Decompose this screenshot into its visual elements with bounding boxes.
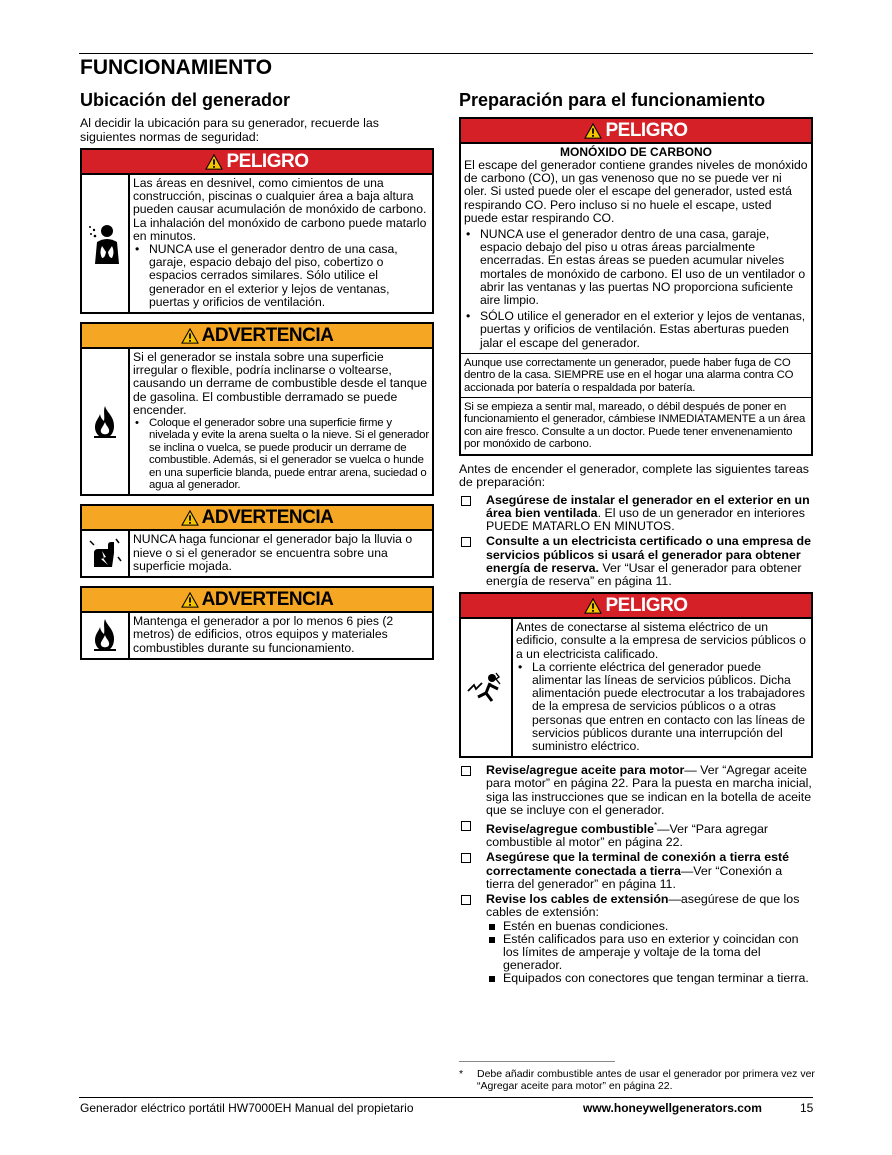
backfeed-bullet: • La corriente eléctrica del generador puede alimentar las líneas de servicios públicos. Dicha alimentación puede electrocutar a los trabajadores de la empresa de servicios públicos o a otras personas que entren en contacto con las líneas de servicios públicos durante una interrupción del suministro eléctrico. <box>516 661 808 753</box>
danger-header <box>461 119 811 144</box>
top-rule <box>79 53 813 54</box>
flame-icon <box>82 613 130 658</box>
warning-triangle-icon <box>181 510 199 526</box>
left-column <box>80 90 434 668</box>
warning-bullet: • Coloque el generador sobre una superficie firme y nivelada y evite la arena suelta o la nieve. Si el generador se inclina o vuelca, se puede producir un derrame de combustible. Además, si el generador se vuelca o hunde en una superficie blanda, puede entrar arena, suciedad o agua al generador. <box>133 417 429 491</box>
danger-label: PELIGRO <box>605 119 688 141</box>
footer-manual-title: Generador eléctrico portátil HW7000EH Manual del propietario <box>80 1101 414 1115</box>
footnote <box>459 1068 815 1092</box>
checkbox-icon <box>461 766 471 776</box>
page-title: FUNCIONAMIENTO <box>80 56 273 79</box>
prep-intro: Antes de encender el generador, complete las siguientes tareas de preparación: <box>459 461 809 490</box>
right-column <box>459 90 813 988</box>
checklist-item: Asegúrese que la terminal de conexión a tierra esté correctamente conectada a tierra—Ver “Conexión a tierra del generador” en página 11. <box>459 851 813 891</box>
danger-box-co <box>80 148 434 314</box>
co-bullet: • SÓLO utilice el generador en el exterior y lejos de ventanas, puertas y orificios de ventilación. Estas aberturas pueden jalar el escape del generador. <box>464 310 808 350</box>
co-bullet: • NUNCA use el generador dentro de una casa, garaje, espacio debajo del piso u otras áreas parcialmente encerradas. En estas áreas se pueden acumular niveles mortales de monóxido de carbono. El uso de un ventilador o abrir las ventanas y las puertas NO proporciona suficiente aire limpio. <box>464 228 808 307</box>
divider <box>461 397 811 398</box>
footnote-mark: * <box>459 1068 464 1080</box>
checklist-item: Consulte a un electricista certificado o una empresa de servicios públicos si usará el generador para obtener energía de reserva. Ver “Usar el generador para obtener energía de reserva” en página 11. <box>459 535 813 588</box>
warning-label: ADVERTENCIA <box>201 506 334 528</box>
flame-icon <box>82 349 130 494</box>
footnote-text: Debe añadir combustible antes de usar el generador por primera vez ver “Agregar aceite para motor” en página 22. <box>477 1068 815 1092</box>
warning-label: ADVERTENCIA <box>201 324 334 346</box>
danger-text: Las áreas en desnivel, como cimientos de una construcción, piscinas o cualquier área a baja altura pueden causar acumulación de monóxido de carbono. La inhalación del monóxido de carbono puede matarlo en minutos. <box>133 176 427 243</box>
checkbox-icon <box>461 496 471 506</box>
warning-header <box>82 506 432 531</box>
warning-triangle-icon <box>584 123 602 139</box>
backfeed-text: Antes de conectarse al sistema eléctrico de un edificio, consulte a la empresa de servicios públicos o a un electricista calificado. <box>516 620 806 661</box>
footnote-rule <box>459 1061 615 1062</box>
location-intro: Al decidir la ubicación para su generador, recuerde las siguientes normas de seguridad: <box>80 116 379 144</box>
danger-box-backfeed <box>459 592 813 758</box>
warning-box-tip <box>80 322 434 496</box>
electrocution-icon <box>461 619 513 756</box>
warning-box-rain <box>80 504 434 578</box>
warning-triangle-icon <box>584 598 602 614</box>
footer-website-link[interactable]: www.honeywellgenerators.com <box>583 1101 762 1115</box>
warning-text: Si el generador se instala sobre una superficie irregular o flexible, podría inclinarse o voltearse, causando un derrame de combustible desde el tanque de gasolina. El combustible derramado se puede encender. <box>133 350 428 417</box>
warning-triangle-icon <box>205 154 223 170</box>
warning-text: Mantenga el generador a por lo menos 6 pies (2 metros) de edificios, otros equipos y materiales combustibles durante su funcionamiento. <box>133 614 394 655</box>
section-heading-location: Ubicación del generador <box>80 90 291 110</box>
sub-list-item: Estén en buenas condiciones. <box>486 920 813 933</box>
section-heading-preparation: Preparación para el funcionamiento <box>459 90 766 110</box>
danger-header <box>82 150 432 175</box>
danger-label: PELIGRO <box>226 150 309 172</box>
person-inhaling-co-icon <box>82 175 130 312</box>
checklist-item: Revise/agregue aceite para motor— Ver “Agregar aceite para motor” en página 22. Para la puesta en marcha inicial, siga las instrucciones que se indican en la botella de aceite que se incluye con el generador. <box>459 764 813 817</box>
warning-triangle-icon <box>181 592 199 608</box>
warning-text: NUNCA haga funcionar el generador bajo la lluvia o nieve o si el generador se encuentra sobre una superficie mojada. <box>133 532 413 573</box>
danger-header <box>461 594 811 619</box>
checklist-item: Revise/agregue combustible*—Ver “Para agregar combustible al motor” en página 22. <box>459 819 813 850</box>
sub-list-item: Estén calificados para uso en exterior y coincidan con los límites de amperaje y voltaje de la toma del generador. <box>486 933 813 973</box>
page-number: 15 <box>800 1101 814 1115</box>
danger-bullet: • NUNCA use el generador dentro de una casa, garaje, espacio debajo del piso, cobertizo o espacios cerrados similares. Sólo utilice el generador en el exterior y lejos de ventanas, puertas y orificios de ventilación. <box>133 243 429 309</box>
warning-box-distance <box>80 586 434 660</box>
checkbox-icon <box>461 537 471 547</box>
warning-label: ADVERTENCIA <box>201 588 334 610</box>
co-symptoms-text: Si se empieza a sentir mal, mareado, o débil después de poner en funcionamiento el generador, cámbiese INMEDIATAMENTE a un área con aire fresco. Consulte a un doctor. Puede tener envenenamiento por monóxido de carbono. <box>464 401 806 451</box>
checkbox-icon <box>461 853 471 863</box>
warning-triangle-icon <box>181 328 199 344</box>
checkbox-icon <box>461 821 471 831</box>
electric-hand-icon <box>82 531 130 576</box>
co-text: El escape del generador contiene grandes niveles de monóxido de carbono (CO), un gas venenoso que no se puede ver ni oler. Si usted puede oler el escape del generador, usted está respirando CO. Pero incluso si no huele el escape, usted puede estar respirando CO. <box>464 158 808 225</box>
danger-box-carbon-monoxide <box>459 117 813 456</box>
danger-label: PELIGRO <box>605 594 688 616</box>
checkbox-icon <box>461 895 471 905</box>
co-subtitle: MONÓXIDO DE CARBONO <box>559 145 712 159</box>
footer-rule <box>79 1097 813 1098</box>
co-alarm-text: Aunque use correctamente un generador, puede haber fuga de CO dentro de la casa. SIEMPRE use en el hogar una alarma contra CO accionada por batería o respaldada por batería. <box>464 356 794 394</box>
sub-list-item: Equipados con conectores que tengan terminar a tierra. <box>486 972 813 985</box>
warning-header <box>82 324 432 349</box>
checklist-item: Asegúrese de instalar el generador en el exterior en un área bien ventilada. El uso de un generador en interiores PUEDE MATARLO EN MINUTOS. <box>459 494 813 534</box>
checklist-item: Revise los cables de extensión—asegúrese de que los cables de extensión: Estén en buenas condiciones. Estén calificados para uso en exterior y coincidan con los límites de amperaje y voltaje de la toma del generador. Equipados con conectores que tengan terminar a tierra. <box>459 893 813 985</box>
divider <box>461 353 811 354</box>
warning-header <box>82 588 432 613</box>
